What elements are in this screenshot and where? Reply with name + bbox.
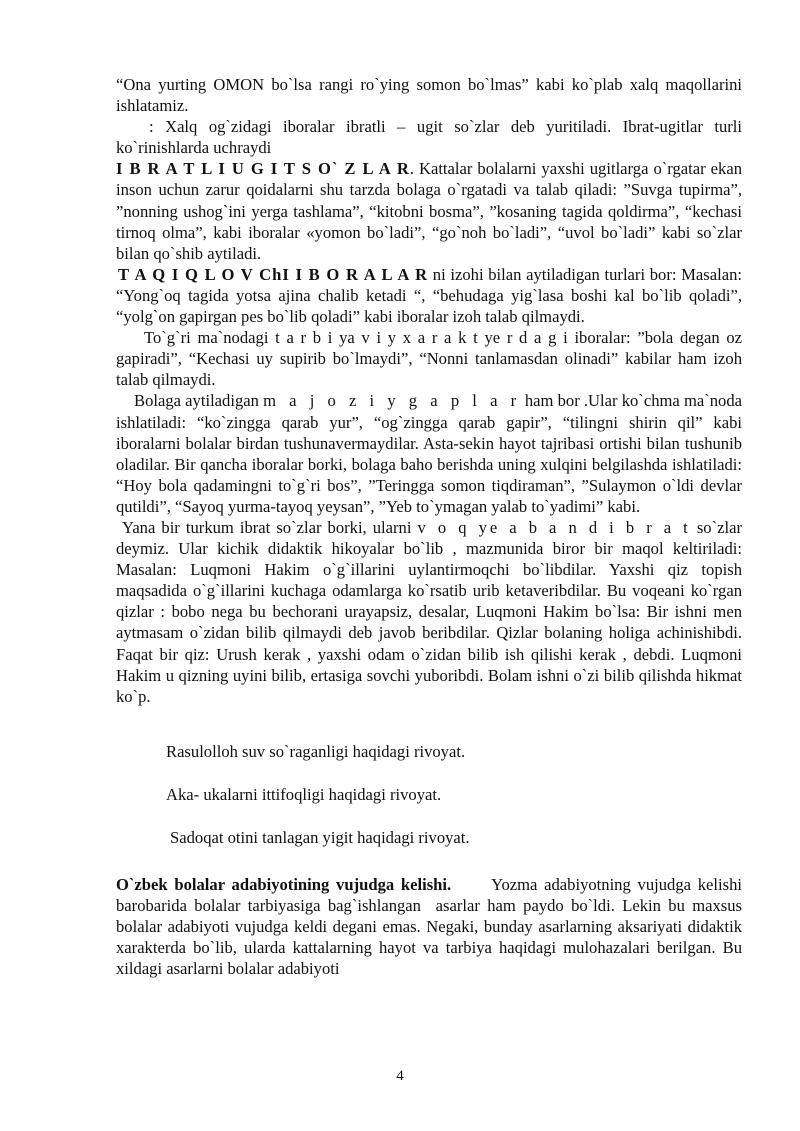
page-body bbox=[116, 74, 751, 980]
paragraph-text: Yana bir turkum ibrat so`zlar borki, ularni bbox=[122, 517, 418, 537]
paragraph-text: so`zlar deymiz. Ular kichik didaktik hikoyalar bo`lib , mazmunida biror bir maqol keltiriladi: Masalan: Luqmoni Hakim o`g`illarini uylantirmoqchi bo`libdilar. Yaxshi qiz topish maqsadida o`g`illarini kuchaga odamlarga ko`rsatib urib ketaveribdilar. Bu voqeani ko`rgan qizlar : bobo nega bu bechorani urayapsiz, desalar, Luqmoni Hakim bo`lsa: Bir ishni men aytmasam o`zidan bilib qilmaydi deb javob beribdilar. Qizlar bolaning holiga achinishibdi. Faqat bir qiz: Urush kerak , yaxshi odam o`zidan bilib ish qilishi kerak , debdi. Luqmoni Hakim u qizning uyini bilib, ertasiga sovchi yuboribdi. Bolam ishni o`zi bilib qilishda hikmat ko`p. bbox=[116, 517, 742, 706]
section-heading: O`zbek bolalar adabiyotining vujudga kelishi. bbox=[116, 875, 452, 895]
paragraph-ona-yurting bbox=[116, 74, 742, 116]
spaced-term: t a r b i ya v i y x a r a k t ye r d a g i bbox=[275, 328, 568, 348]
paragraph-voqyeaband-ibrat bbox=[116, 517, 742, 707]
paragraph-xalq-ogzidagi bbox=[116, 116, 742, 158]
paragraph-text: ni izohi bilan aytiladigan turlari bor: Masalan: “Yong`oq tagida yotsa ajina chalib ketadi “, “behudaga yig`lasa boshi kal bo`lib qoladi”, “yolg`on gapirgan pes bo`lib qoladi” kabi iboralar izoh talab qilmaydi. bbox=[116, 264, 742, 327]
paragraph-text: : Xalq og`zidagi iboralar ibratli – ugit so`zlar deb yuritiladi. Ibrat-ugitlar turli ko`rinishlarda uchraydi bbox=[116, 117, 742, 158]
paragraph-text: “Ona yurting OMON bo`lsa rangi ro`ying somon bo`lmas” kabi ko`plab xalq maqollarini ishlatamiz. bbox=[116, 75, 742, 116]
paragraph-togri-manodagi bbox=[116, 327, 742, 390]
rivoyat-item: Rasulolloh suv so`raganligi haqidagi rivoyat. bbox=[166, 741, 466, 761]
section-ozbek-bolalar-adabiyoti bbox=[116, 874, 751, 979]
paragraph-text: . Kattalar bolalarni yaxshi ugitlarga o`rgatar ekan inson uchun zarur qoidalarni shu tarzda bolaga o`rgatadi va talab qiladi: ”Suvga tupirma”, ”nonning ushog`ini yerga tashlama”, “kitobni bosma”, ”kosaning tagida qoldirma”, “kechasi tirnoq olma”, kabi iboralar «yomon bo`ladi”, “go`noh bo`ladi”, “uvol bo`ladi” kabi so`zlar bilan qo`shib aytiladi. bbox=[116, 159, 742, 263]
rivoyat-item: Sadoqat otini tanlagan yigit haqidagi rivoyat. bbox=[170, 828, 470, 847]
paragraph-ibratli-ugit bbox=[116, 158, 742, 263]
paragraph-text: iboralar: ”bola degan oz gapiradi”, “Kechasi uy supirib bo`lmaydi”, “Nonni tanlamasdan olinadi” kabilar ham izoh talab qilmaydi. bbox=[116, 328, 742, 390]
heading-taqiqlovchi-iboralar: T A Q I Q L O V ChI I B O R A L A R bbox=[118, 264, 429, 284]
rivoyat-item: Aka- ukalarni ittifoqligi haqidagi rivoyat. bbox=[166, 784, 442, 804]
paragraph-text: ham bor .Ular ko`chma ma`noda ishlatiladi: “ko`zingga qarab yur”, “og`zingga qarab gapir”, “tilingni shirin qil” kabi iboralarni bolalar birdan tushunavermaydilar. Asta-sekin hayot tajribasi ortishi bilan tushunib oladilar. Bir qancha iboralar borki, bolaga baho berishda uning xulqini belgilashda ishlatiladi: “Hoy bola qadamingni to`g`ri bos”, ”Teringga somon tiqdiraman”, ”Sulaymon o`ldi devlar qutildi”, “Sayoq yurma-tayoq yeysan”, ”Yeb to`ymagan yalab to`yadimi” kabi. bbox=[116, 391, 742, 516]
paragraph-majoziy-gaplar bbox=[116, 390, 742, 517]
paragraph-text: To`g`ri ma`nodagi bbox=[144, 328, 276, 348]
paragraph-taqiqlovchi bbox=[116, 264, 742, 327]
spaced-term: m a j o z i y g a p l a r bbox=[263, 391, 521, 411]
heading-ibratli-ugit-sozlar: I B R A T L I U G I T S O` Z L A R bbox=[116, 159, 410, 179]
spaced-term: v o q ye a b a n d i b r a t bbox=[417, 517, 691, 537]
paragraph-text: Yozma adabiyotning vujudga kelishi barobarida bolalar tarbiyasiga bag`ishlangan asarlar ham paydo bo`ldi. Lekin bu maxsus bolalar adabiyoti vujudga keldi degani emas. Negaki, bunday asarlarning aksariyati didaktik xarakterda bo`lib, ularda kattalarning hayot va tarbiya haqidagi mulohazalari berilgan. Bu xildagi asarlarni bolalar adabiyoti bbox=[116, 875, 751, 979]
paragraph-text: Bolaga aytiladigan bbox=[134, 391, 264, 411]
page-number: 4 bbox=[396, 1068, 404, 1084]
